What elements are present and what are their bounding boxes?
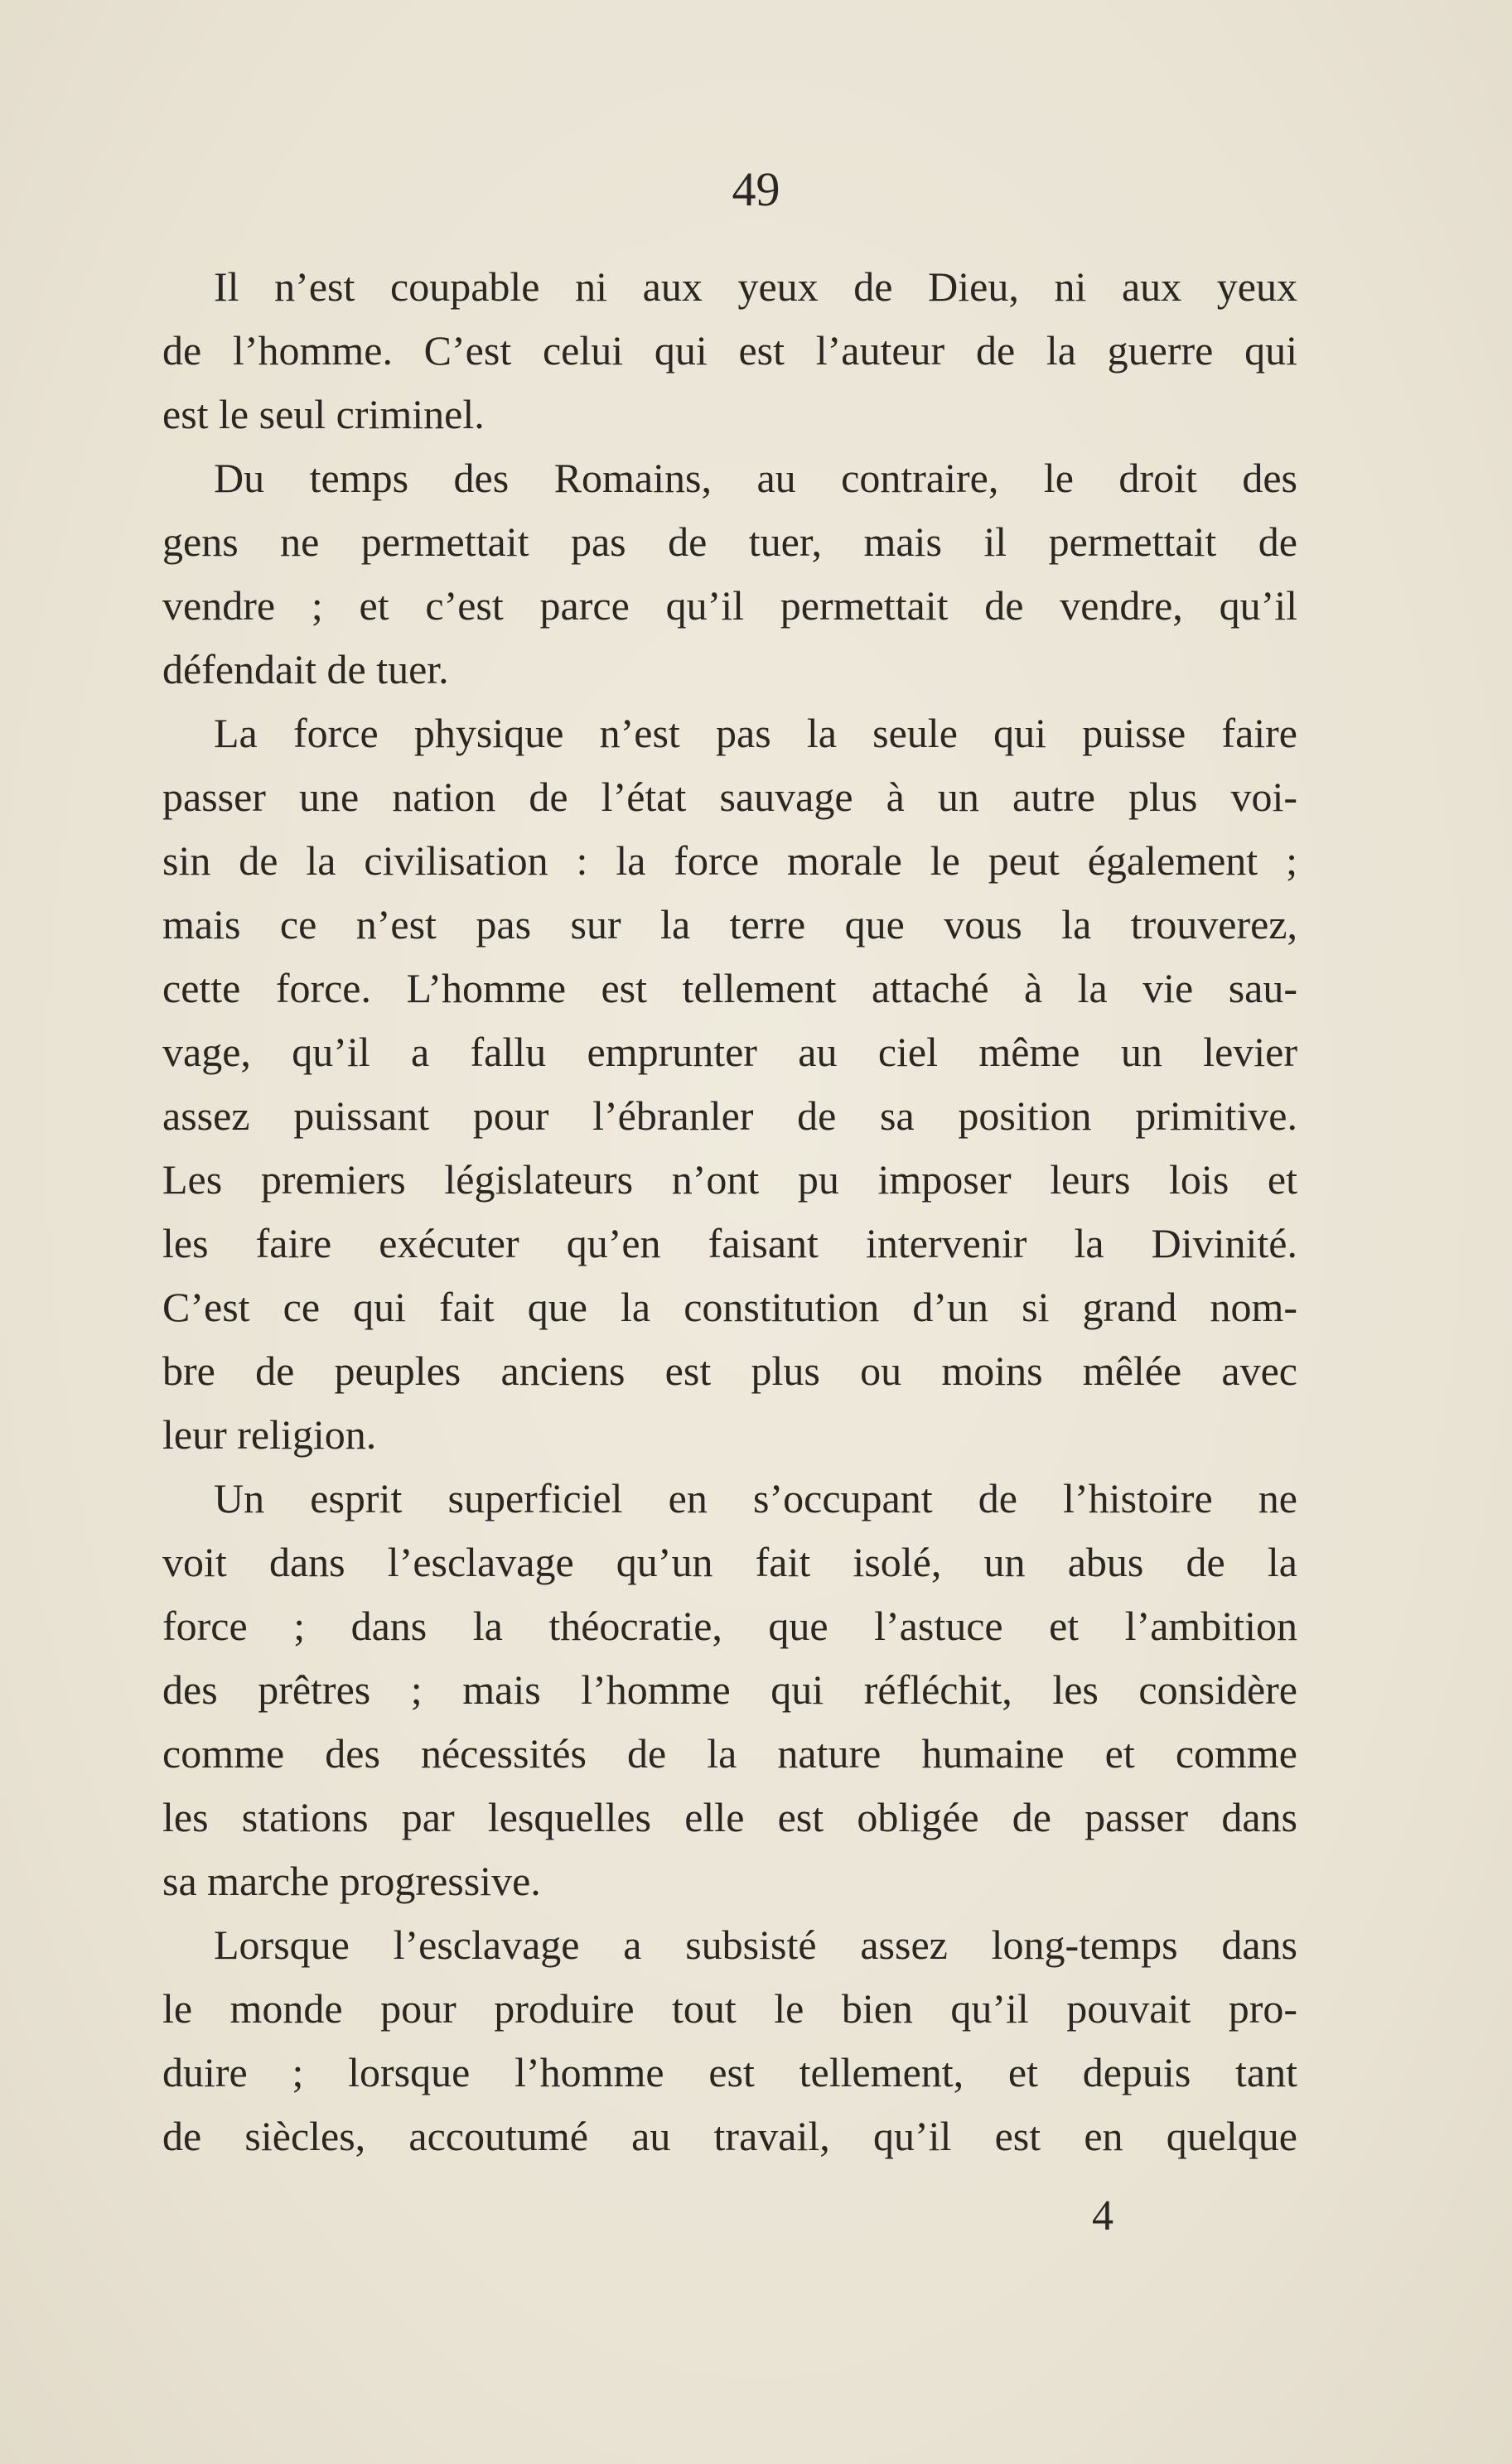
text-line: des prêtres ; mais l’homme qui réfléchit, les considère [162, 1666, 1297, 1713]
signature-mark: 4 [1092, 2192, 1113, 2240]
text-line: de l’homme. C’est celui qui est l’auteur de la guerre qui [162, 327, 1297, 374]
text-line: C’est ce qui fait que la constitution d’un si grand nom- [162, 1284, 1297, 1330]
text-line: de siècles, accoutumé au travail, qu’il est en quelque [162, 2113, 1297, 2159]
text-line: Les premiers législateurs n’ont pu imposer leurs lois et [162, 1156, 1297, 1203]
text-line: leur religion. [162, 1411, 377, 1458]
text-line: vage, qu’il a fallu emprunter au ciel même un levier [162, 1029, 1297, 1075]
text-line: cette force. L’homme est tellement attaché à la vie sau- [162, 965, 1297, 1011]
text-line: mais ce n’est pas sur la terre que vous la trouverez, [162, 901, 1297, 948]
text-line: comme des nécessités de la nature humaine et comme [162, 1730, 1297, 1777]
text-line: Un esprit superficiel en s’occupant de l’histoire ne [214, 1475, 1297, 1521]
text-line: est le seul criminel. [162, 391, 485, 437]
text-line: assez puissant pour l’ébranler de sa position primitive. [162, 1092, 1297, 1139]
text-line: force ; dans la théocratie, que l’astuce et l’ambition [162, 1603, 1297, 1649]
text-line: les stations par lesquelles elle est obligée de passer dans [162, 1794, 1297, 1840]
text-line: vendre ; et c’est parce qu’il permettait de vendre, qu’il [162, 582, 1297, 629]
text-line: bre de peuples anciens est plus ou moins mêlée avec [162, 1348, 1297, 1394]
text-line: Lorsque l’esclavage a subsisté assez long-temps dans [214, 1922, 1297, 1968]
text-line: La force physique n’est pas la seule qui puisse faire [214, 710, 1297, 756]
text-line: passer une nation de l’état sauvage à un autre plus voi- [162, 774, 1297, 820]
text-line: le monde pour produire tout le bien qu’il pouvait pro- [162, 1985, 1297, 2032]
text-line: défendait de tuer. [162, 646, 449, 692]
text-line: sa marche progressive. [162, 1858, 541, 1904]
text-line: sin de la civilisation : la force morale le peut également ; [162, 837, 1297, 884]
text-line: duire ; lorsque l’homme est tellement, et depuis tant [162, 2049, 1297, 2095]
text-line: les faire exécuter qu’en faisant intervenir la Divinité. [162, 1220, 1297, 1266]
text-line: Il n’est coupable ni aux yeux de Dieu, ni aux yeux [214, 263, 1297, 310]
text-line: Du temps des Romains, au contraire, le droit des [214, 455, 1297, 501]
text-line: voit dans l’esclavage qu’un fait isolé, un abus de la [162, 1539, 1297, 1585]
body-text [162, 255, 1297, 2168]
page-number: 49 [732, 162, 780, 216]
text-line: gens ne permettait pas de tuer, mais il permettait de [162, 518, 1297, 565]
